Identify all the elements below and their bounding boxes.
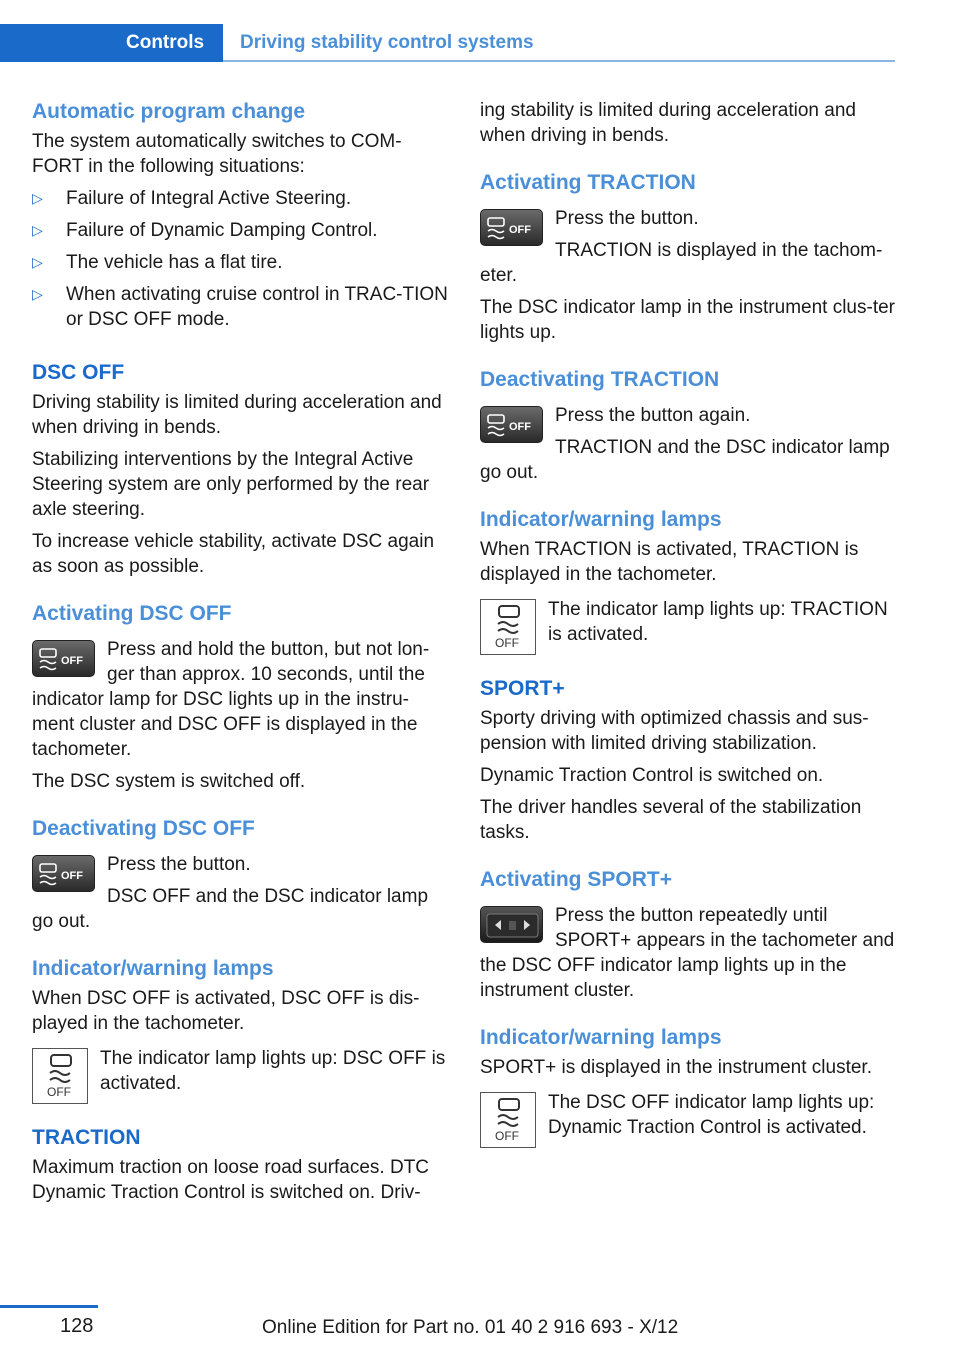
heading-deactivating-dsc-off: Deactivating DSC OFF xyxy=(32,817,255,840)
dsc-off-lamp-icon xyxy=(480,599,536,655)
page-header xyxy=(0,0,960,62)
indicator-p1: When DSC OFF is activated, DSC OFF is dis‐played in the tachometer. xyxy=(32,988,420,1034)
traction-continued: ing stability is limited during acceleration and when driving in bends. xyxy=(480,100,856,146)
heading-traction: TRACTION xyxy=(32,1126,141,1149)
footer-rule xyxy=(0,1305,98,1308)
triangle-bullet-icon: ▷ xyxy=(32,254,43,270)
svg-text:OFF: OFF xyxy=(509,421,531,433)
edition-note: Online Edition for Part no. 01 40 2 916 693 - X/12 xyxy=(262,1317,679,1338)
heading-activating-dsc-off: Activating DSC OFF xyxy=(32,602,232,625)
traction-p1: Maximum traction on loose road surfaces. DTC Dynamic Traction Control is switched on. Driv‐ xyxy=(32,1157,430,1203)
dsc-off-button-icon xyxy=(480,406,543,443)
triangle-bullet-icon: ▷ xyxy=(32,222,43,238)
activating-dsc-off-p2: The DSC system is switched off. xyxy=(32,771,306,792)
svg-text:OFF: OFF xyxy=(495,636,519,650)
deactivating-traction-p1: Press the button again. xyxy=(555,405,751,426)
list-item: ▷ The vehicle has a flat tire. xyxy=(32,252,283,273)
indicator-traction-lamp-block xyxy=(480,597,898,655)
heading-indicator-warning-lamps: Indicator/warning lamps xyxy=(32,957,274,980)
svg-text:OFF: OFF xyxy=(61,870,83,882)
dsc-off-button-icon xyxy=(32,640,95,677)
deactivating-traction-p2: TRACTION and the DSC indicator lamp go out. xyxy=(480,437,890,483)
dsc-off-lamp-icon xyxy=(480,1092,536,1148)
heading-dsc-off: DSC OFF xyxy=(32,361,125,384)
dsc-off-p2: Stabilizing interventions by the Integral Active Steering system are only performed by the rear axle steering. xyxy=(32,449,430,520)
heading-sport-plus: SPORT+ xyxy=(480,677,565,700)
sport-plus-p2: Dynamic Traction Control is switched on. xyxy=(480,765,824,786)
activating-dsc-off-p1: Press and hold the button, but not lon‐ger than approx. 10 seconds, until the indicator lamp for DSC lights up in the instru‐ment cluster and DSC OFF is displayed in the tachometer. xyxy=(32,639,430,760)
heading-indicator-warning-lamps: Indicator/warning lamps xyxy=(480,508,722,531)
activating-dsc-off-block xyxy=(32,637,450,762)
header-rule xyxy=(223,60,895,62)
dsc-off-p3: To increase vehicle stability, activate DSC again as soon as possible. xyxy=(32,531,435,577)
chapter-title: Driving stability control systems xyxy=(240,32,534,53)
deactivating-dsc-off-p1: Press the button. xyxy=(107,854,251,875)
triangle-bullet-icon: ▷ xyxy=(32,286,43,302)
auto-change-list xyxy=(32,186,450,332)
indicator-sport-p1: SPORT+ is displayed in the instrument cluster. xyxy=(480,1057,872,1078)
activating-traction-p3: The DSC indicator lamp in the instrument clus‐ter lights up. xyxy=(480,297,895,343)
left-column xyxy=(32,98,450,1205)
heading-indicator-warning-lamps: Indicator/warning lamps xyxy=(480,1026,722,1049)
activating-traction-p1: Press the button. xyxy=(555,208,699,229)
heading-automatic-program-change: Automatic program change xyxy=(32,100,306,123)
list-item: ▷ Failure of Integral Active Steering. xyxy=(32,188,352,209)
list-item: ▷ Failure of Dynamic Damping Control. xyxy=(32,220,378,241)
dsc-off-button-icon xyxy=(480,209,543,246)
indicator-lamp-block xyxy=(32,1046,450,1104)
svg-text:OFF: OFF xyxy=(509,224,531,236)
deactivating-traction-block xyxy=(480,403,898,485)
section-tab: Controls xyxy=(0,24,223,62)
right-column xyxy=(480,98,898,1148)
indicator-sport-p2: The DSC OFF indicator lamp lights up: Dynamic Traction Control is activated. xyxy=(548,1092,875,1138)
heading-activating-traction: Activating TRACTION xyxy=(480,171,696,194)
indicator-sport-lamp-block xyxy=(480,1090,898,1148)
activating-sport-plus-block xyxy=(480,903,898,1003)
indicator-p2: The indicator lamp lights up: DSC OFF is activated. xyxy=(100,1048,446,1094)
rocker-switch-icon xyxy=(480,906,543,943)
dsc-off-lamp-icon xyxy=(32,1048,88,1104)
triangle-bullet-icon: ▷ xyxy=(32,190,43,206)
activating-sport-plus-p1: Press the button repeatedly until SPORT+ appears in the tachometer and the DSC OFF indicator lamp lights up in the instrument cluster. xyxy=(480,905,895,1001)
auto-change-intro: The system automatically switches to COM‐FORT in the following situations: xyxy=(32,131,402,177)
list-item: ▷ When activating cruise control in TRAC‐TION or DSC OFF mode. xyxy=(32,284,448,330)
dsc-off-button-icon xyxy=(32,855,95,892)
heading-activating-sport-plus: Activating SPORT+ xyxy=(480,868,672,891)
deactivating-dsc-off-p2: DSC OFF and the DSC indicator lamp go out. xyxy=(32,886,429,932)
activating-traction-p2: TRACTION is displayed in the tachom‐eter. xyxy=(480,240,883,286)
sport-plus-p1: Sporty driving with optimized chassis and sus‐pension with limited driving stabilization. xyxy=(480,708,869,754)
dsc-off-p1: Driving stability is limited during acceleration and when driving in bends. xyxy=(32,392,442,438)
indicator-traction-p2: The indicator lamp lights up: TRACTION is activated. xyxy=(548,599,888,645)
page-number: 128 xyxy=(60,1315,94,1337)
svg-text:OFF: OFF xyxy=(495,1129,519,1143)
activating-traction-block xyxy=(480,206,898,288)
indicator-traction-p1: When TRACTION is activated, TRACTION is displayed in the tachometer. xyxy=(480,539,859,585)
sport-plus-p3: The driver handles several of the stabilization tasks. xyxy=(480,797,862,843)
svg-text:OFF: OFF xyxy=(61,655,83,667)
heading-deactivating-traction: Deactivating TRACTION xyxy=(480,368,720,391)
deactivating-dsc-off-block xyxy=(32,852,450,934)
svg-text:OFF: OFF xyxy=(47,1085,71,1099)
